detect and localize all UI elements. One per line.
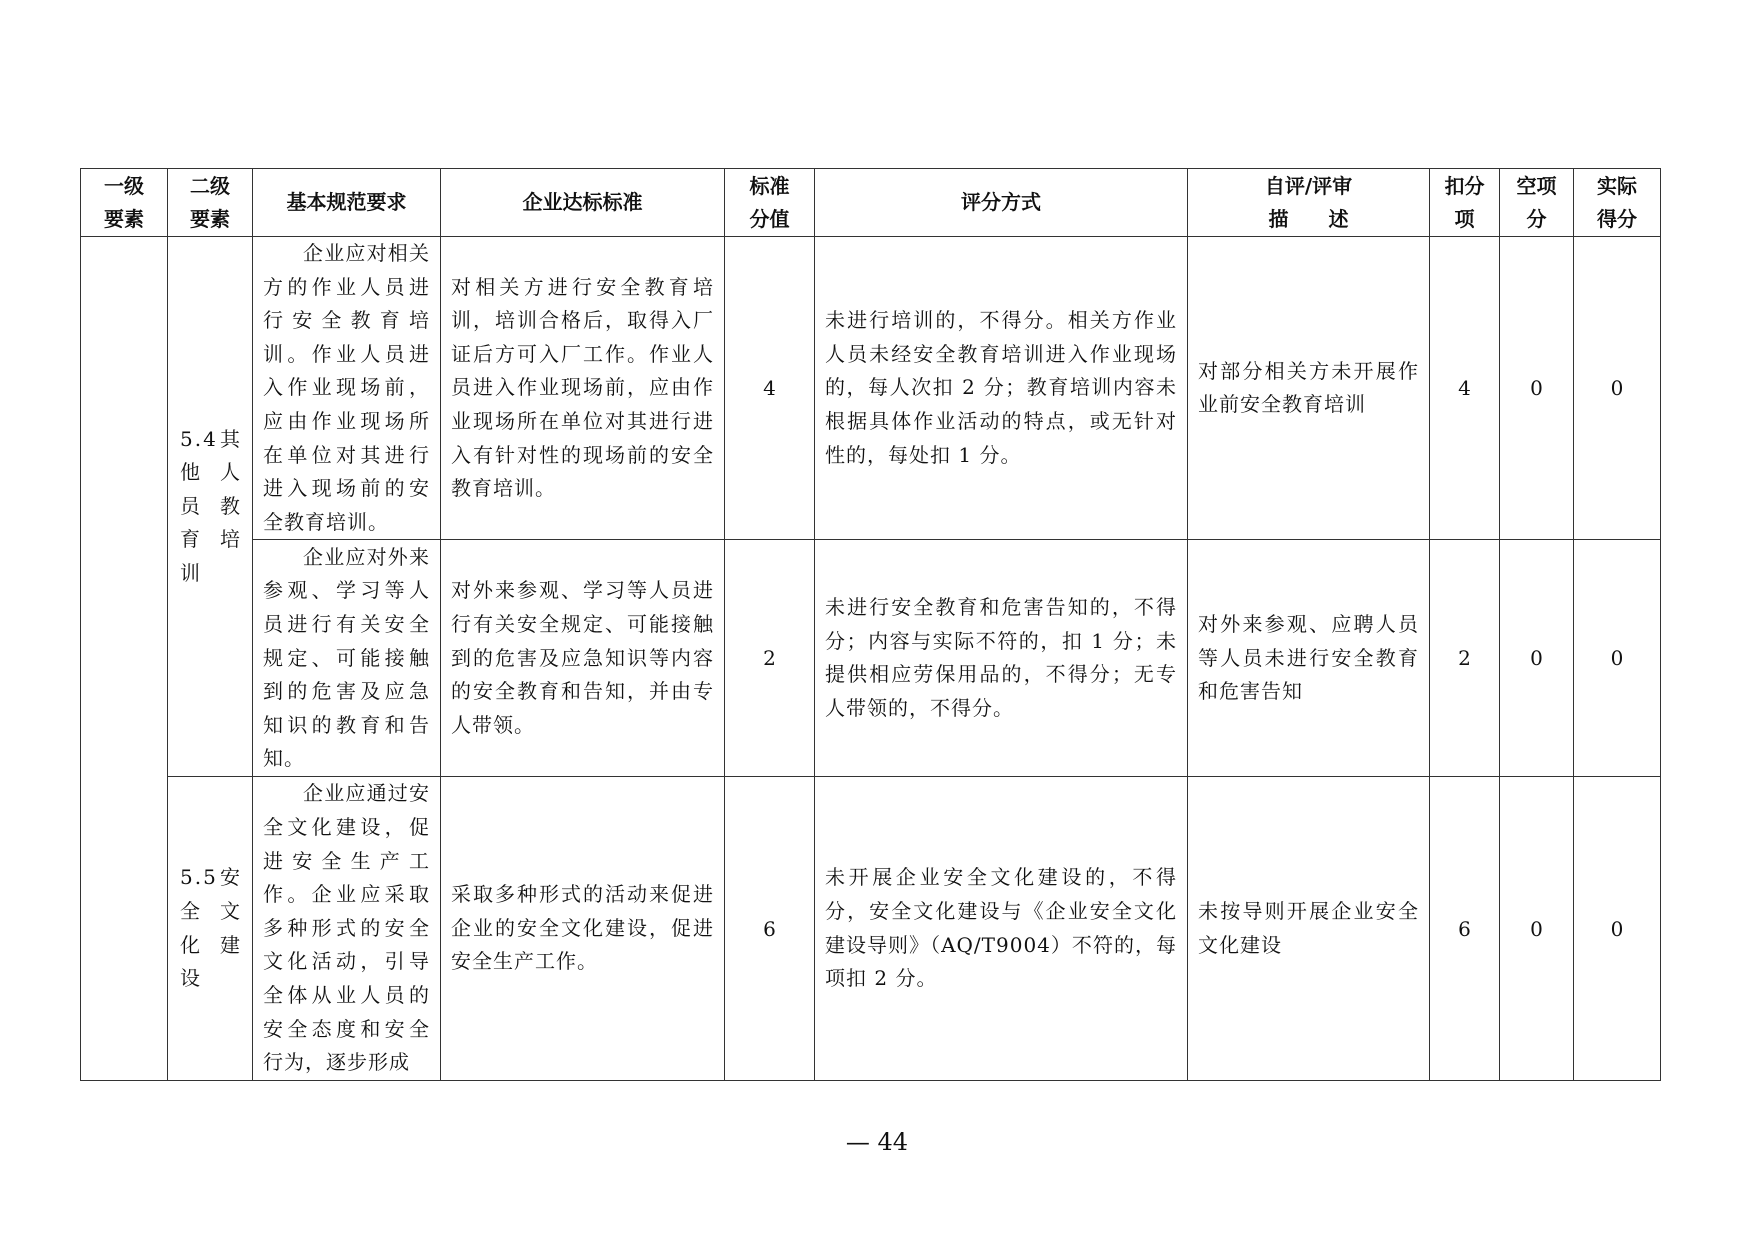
level1-cell	[81, 237, 168, 1081]
self-evaluation-cell: 对外来参观、应聘人员等人员未进行安全教育和危害告知	[1188, 540, 1430, 777]
sub-element-5-5: 5.5安全文化建设	[168, 777, 253, 1080]
enterprise-standard-cell: 对外来参观、学习等人员进行有关安全规定、可能接触到的危害及应急知识等内容的安全教育和告知，并由专人带领。	[441, 540, 725, 777]
actual-score-cell: 0	[1574, 237, 1661, 540]
header-level1: 一级 要素	[81, 169, 168, 237]
header-enterprise-standard: 企业达标标准	[441, 169, 725, 237]
deduction-cell: 4	[1430, 237, 1500, 540]
header-row	[81, 169, 1661, 237]
deduction-cell: 6	[1430, 777, 1500, 1080]
standard-score-cell: 4	[725, 237, 815, 540]
basic-requirement-cell: 企业应通过安全文化建设，促进安全生产工作。企业应采取多种形式的安全文化活动，引导全体从业人员的安全态度和安全行为，逐步形成	[253, 777, 441, 1080]
scoring-method-cell: 未开展企业安全文化建设的，不得分，安全文化建设与《企业安全文化建设导则》（AQ/T9004）不符的，每项扣 2 分。	[815, 777, 1188, 1080]
deduction-cell: 2	[1430, 540, 1500, 777]
empty-score-cell: 0	[1500, 237, 1574, 540]
standard-score-cell: 2	[725, 540, 815, 777]
header-empty-score: 空项 分	[1500, 169, 1574, 237]
self-evaluation-cell: 未按导则开展企业安全文化建设	[1188, 777, 1430, 1080]
basic-requirement-cell: 企业应对外来参观、学习等人员进行有关安全规定、可能接触到的危害及应急知识的教育和告知。	[253, 540, 441, 777]
header-basic-requirements: 基本规范要求	[253, 169, 441, 237]
header-level2: 二级 要素	[168, 169, 253, 237]
actual-score-cell: 0	[1574, 540, 1661, 777]
evaluation-table	[80, 168, 1661, 1081]
self-evaluation-cell: 对部分相关方未开展作业前安全教育培训	[1188, 237, 1430, 540]
basic-requirement-cell: 企业应对相关方的作业人员进行安全教育培训。作业人员进入作业现场前，应由作业现场所在单位对其进行进入现场前的安全教育培训。	[253, 237, 441, 540]
header-scoring-method: 评分方式	[815, 169, 1188, 237]
actual-score-cell: 0	[1574, 777, 1661, 1080]
header-deduction: 扣分 项	[1430, 169, 1500, 237]
empty-score-cell: 0	[1500, 540, 1574, 777]
sub-element-5-4: 5.4其他人员教育培训	[168, 237, 253, 777]
scoring-method-cell: 未进行培训的，不得分。相关方作业人员未经安全教育培训进入作业现场的，每人次扣 2 分；教育培训内容未根据具体作业活动的特点，或无针对性的，每处扣 1 分。	[815, 237, 1188, 540]
table-row	[81, 540, 1661, 777]
table-row	[81, 777, 1661, 1080]
header-standard-score: 标准 分值	[725, 169, 815, 237]
enterprise-standard-cell: 采取多种形式的活动来促进企业的安全文化建设，促进安全生产工作。	[441, 777, 725, 1080]
enterprise-standard-cell: 对相关方进行安全教育培训，培训合格后，取得入厂证后方可入厂工作。作业人员进入作业现场前，应由作业现场所在单位对其进行进入有针对性的现场前的安全教育培训。	[441, 237, 725, 540]
scoring-method-cell: 未进行安全教育和危害告知的，不得分；内容与实际不符的，扣 1 分；未提供相应劳保用品的，不得分；无专人带领的，不得分。	[815, 540, 1188, 777]
standard-score-cell: 6	[725, 777, 815, 1080]
header-actual-score: 实际 得分	[1574, 169, 1661, 237]
header-self-evaluation: 自评/评审 描 述	[1188, 169, 1430, 237]
table-row	[81, 237, 1661, 540]
page-number: — 44	[845, 1128, 909, 1156]
empty-score-cell: 0	[1500, 777, 1574, 1080]
